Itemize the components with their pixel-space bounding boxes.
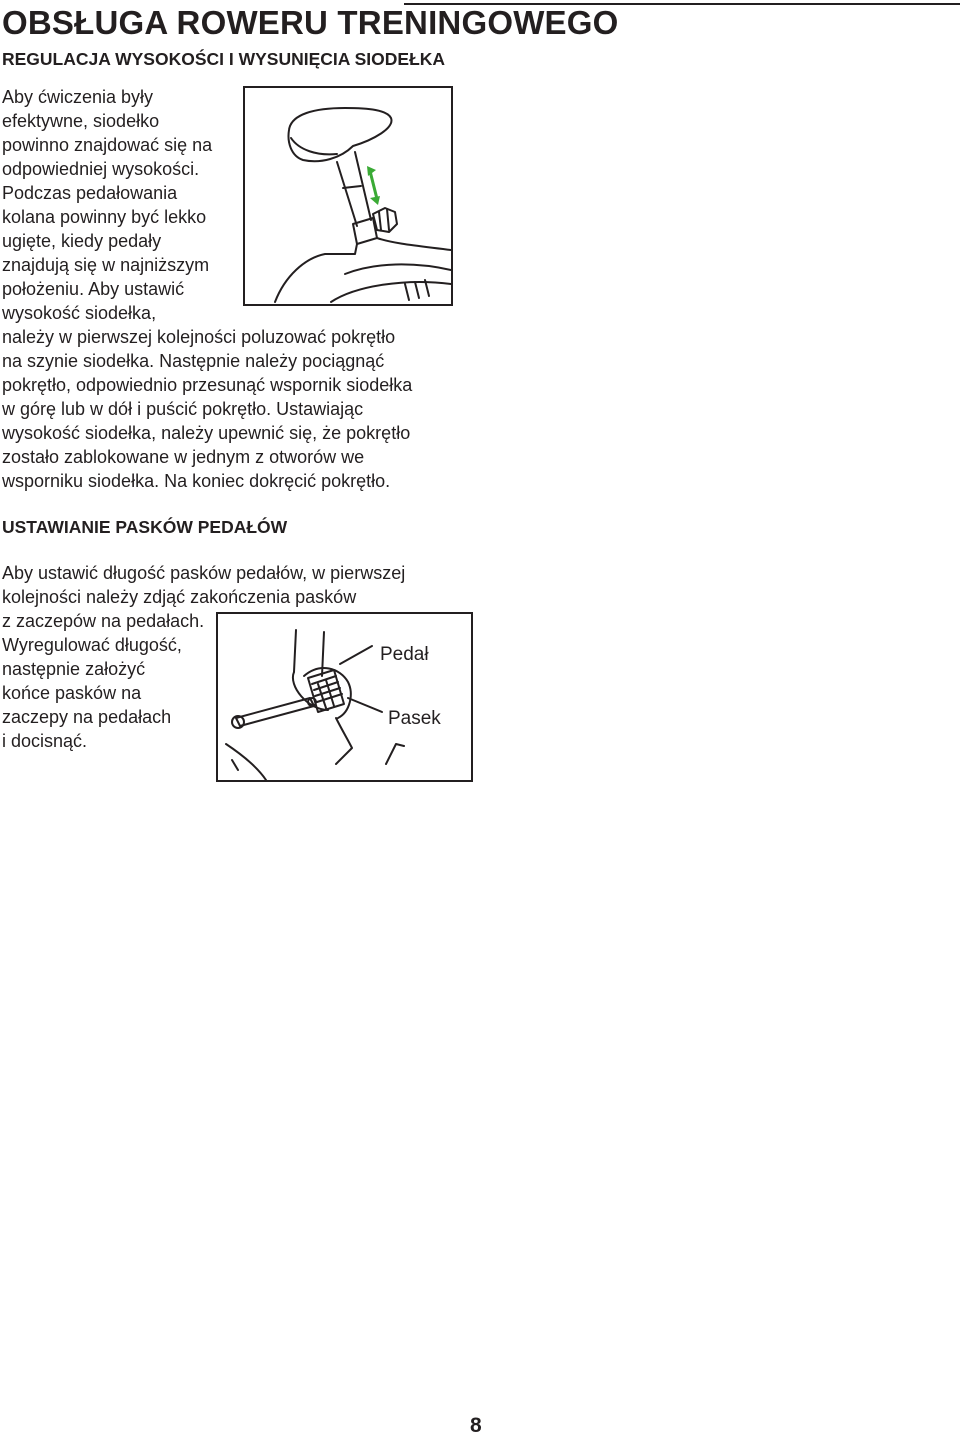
text-line: następnie założyć (2, 659, 146, 679)
pedal-strap-figure (216, 612, 473, 782)
text-line: odpowiedniej wysokości. (2, 159, 200, 179)
text-line: Wyregulować długość, (2, 635, 182, 655)
text-line: kolana powinny być lekko (2, 207, 207, 227)
text-line: efektywne, siodełko (2, 111, 160, 131)
section-heading-straps: USTAWIANIE PASKÓW PEDAŁÓW (2, 517, 288, 537)
pedal-label: Pedał (380, 644, 429, 665)
text-line: Aby ustawić długość pasków pedałów, w pierwszej (2, 563, 406, 583)
text-line: wsporniku siodełka. Na koniec dokręcić pokrętło. (2, 471, 391, 491)
text-line: należy w pierwszej kolejności poluzować pokrętło (2, 327, 396, 347)
text-line: Podczas pedałowania (2, 183, 178, 203)
saddle-side (291, 138, 337, 154)
seat-post-illustration (245, 88, 451, 304)
pedal-illustration (218, 614, 471, 780)
text-line: w górę lub w dół i puścić pokrętło. Ustawiając (2, 399, 364, 419)
text-line: położeniu. Aby ustawić (2, 279, 185, 299)
text-line: z zaczepów na pedałach. (2, 611, 205, 631)
text-line: końce pasków na (2, 683, 142, 703)
text-line: zostało zablokowane w jednym z otworów we (2, 447, 365, 467)
seat-adjustment-figure (243, 86, 453, 306)
strap-label: Pasek (388, 708, 441, 729)
height-adjust-arrow (367, 166, 380, 205)
section-heading-seat: REGULACJA WYSOKOŚCI I WYSUNIĘCIA SIODEŁKA (2, 49, 446, 69)
text-line: wysokość siodełka, (2, 303, 157, 323)
page-title: OBSŁUGA ROWERU TRENINGOWEGO (2, 4, 619, 41)
page-number: 8 (470, 1414, 482, 1437)
text-line: ugięte, kiedy pedały (2, 231, 162, 251)
text-line: i docisnąć. (2, 731, 88, 751)
text-line: zaczepy na pedałach (2, 707, 172, 727)
title-row (0, 0, 960, 44)
knob-shape (373, 208, 397, 232)
text-line: znajdują się w najniższym (2, 255, 210, 275)
text-line: wysokość siodełka, należy upewnić się, że pokrętło (2, 423, 411, 443)
saddle-shape (289, 108, 392, 161)
text-line: pokrętło, odpowiednio przesunąć wspornik siodełka (2, 375, 413, 395)
text-line: powinno znajdować się na (2, 135, 213, 155)
text-line: kolejności należy zdjąć zakończenia pasków (2, 587, 357, 607)
text-line: na szynie siodełka. Następnie należy pociągnąć (2, 351, 385, 371)
text-line: Aby ćwiczenia były (2, 87, 154, 107)
